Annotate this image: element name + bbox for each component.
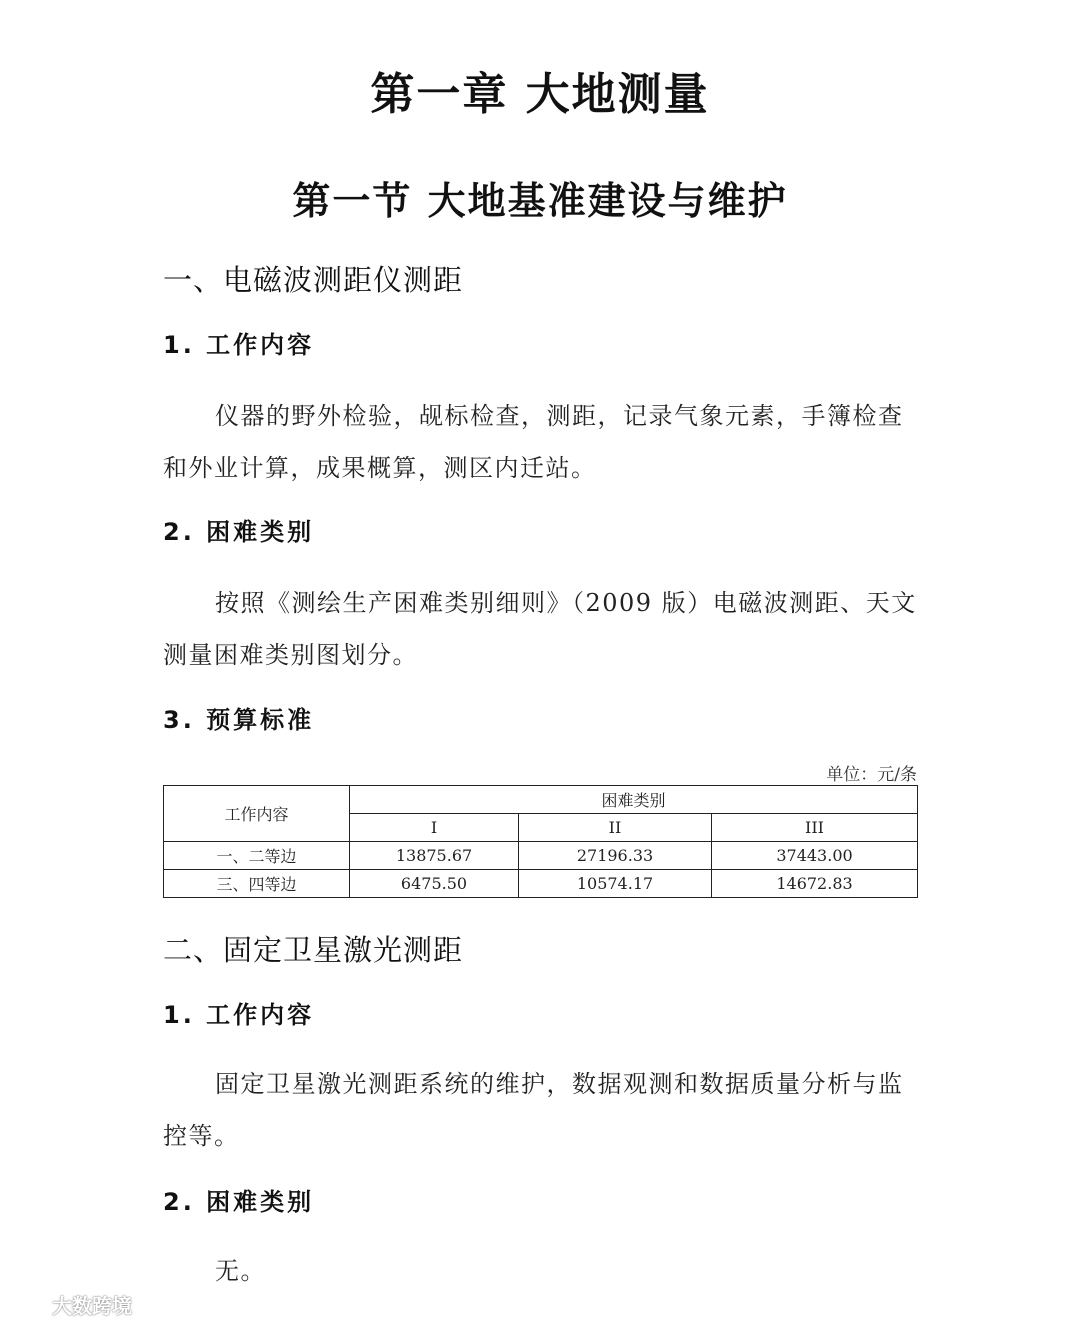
cell-value: 27196.33 [519,842,712,870]
part2-difficulty-text: 无。 [215,1257,266,1285]
header-level-2: II [519,814,712,842]
part1-difficulty-text: 按照《测绘生产困难类别细则》（2009 版）电磁波测距、天文测量困难类别图划分。 [163,589,917,669]
watermark [12,1290,132,1319]
cell-value: 14672.83 [712,870,918,898]
table-row [164,842,918,870]
chapter-title: 第一章 大地测量 [370,69,710,120]
part2-difficulty-heading: 2. 困难类别 [163,1188,315,1216]
part2-heading: 二、固定卫星激光测距 [163,933,464,967]
header-level-3: III [712,814,918,842]
table-header-row [164,786,918,814]
part1-work-heading: 1. 工作内容 [163,331,315,359]
cell-value: 37443.00 [712,842,918,870]
section-title: 第一节 大地基准建设与维护 [292,179,788,223]
budget-table [163,785,918,898]
header-work-content: 工作内容 [164,786,350,842]
watermark-text: 大数跨境 [52,1294,132,1318]
cell-value: 10574.17 [519,870,712,898]
header-difficulty: 困难类别 [350,786,918,814]
part1-heading: 一、电磁波测距仪测距 [163,263,464,297]
part2-work-heading: 1. 工作内容 [163,1001,315,1029]
header-level-1: I [350,814,519,842]
table-row [164,870,918,898]
cell-value: 13875.67 [350,842,519,870]
watermark-logo-icon [12,1293,48,1317]
part1-difficulty-heading: 2. 困难类别 [163,518,315,546]
cell-value: 6475.50 [350,870,519,898]
row-label: 三、四等边 [164,870,350,898]
unit-label: 单位：元/条 [826,765,917,785]
part2-work-text: 固定卫星激光测距系统的维护，数据观测和数据质量分析与监控等。 [163,1070,904,1150]
part1-budget-heading: 3. 预算标准 [163,706,315,734]
row-label: 一、二等边 [164,842,350,870]
part1-work-text: 仪器的野外检验，觇标检查，测距，记录气象元素，手簿检查和外业计算，成果概算，测区内迁站。 [163,402,904,482]
